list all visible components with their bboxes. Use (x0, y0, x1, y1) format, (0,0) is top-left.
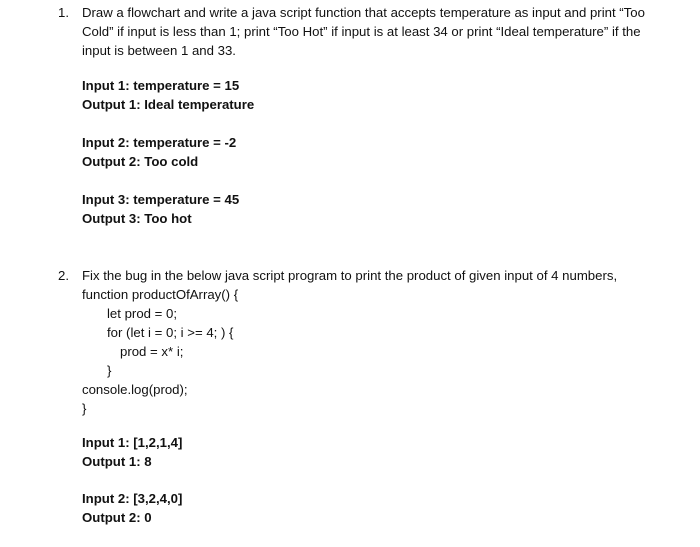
example-input: Input 1: [1,2,1,4] (82, 435, 183, 450)
example-output: Output 2: Too cold (82, 154, 199, 169)
question-body (82, 3, 666, 228)
code-line: let prod = 0; (107, 306, 178, 321)
example-output: Output 1: 8 (82, 454, 152, 469)
example-3 (82, 190, 666, 228)
example-input: Input 1: temperature = 15 (82, 78, 240, 93)
example-output: Output 2: 0 (82, 510, 152, 525)
example-input: Input 2: temperature = -2 (82, 135, 237, 150)
code-line: console.log(prod); (82, 382, 188, 397)
question-number: 1. (58, 5, 69, 20)
code-line: prod = x* i; (120, 344, 184, 359)
code-line: } (82, 401, 87, 416)
question-number: 2. (58, 268, 69, 283)
example-2 (82, 133, 666, 171)
example-input: Input 3: temperature = 45 (82, 192, 240, 207)
code-line: } (107, 363, 112, 378)
code-block (82, 285, 666, 418)
example-1 (82, 76, 666, 114)
example-input: Input 2: [3,2,4,0] (82, 491, 183, 506)
question-2 (58, 266, 666, 527)
example-1 (82, 433, 666, 471)
example-output: Output 1: Ideal temperature (82, 97, 255, 112)
code-line: for (let i = 0; i >= 4; ) { (107, 325, 234, 340)
example-2 (82, 489, 666, 527)
question-1 (58, 3, 666, 228)
question-text: Draw a flowchart and write a java script function that accepts temperature as input and print “Too Cold” if input is less than 1; print “Too Hot” if input is at least 34 or print “Ideal temperature” if the input is between 1 and 33. (82, 5, 645, 58)
example-output: Output 3: Too hot (82, 211, 192, 226)
code-line: function productOfArray() { (82, 287, 239, 302)
question-body (82, 266, 666, 527)
question-text: Fix the bug in the below java script program to print the product of given input of 4 numbers, (82, 268, 618, 283)
